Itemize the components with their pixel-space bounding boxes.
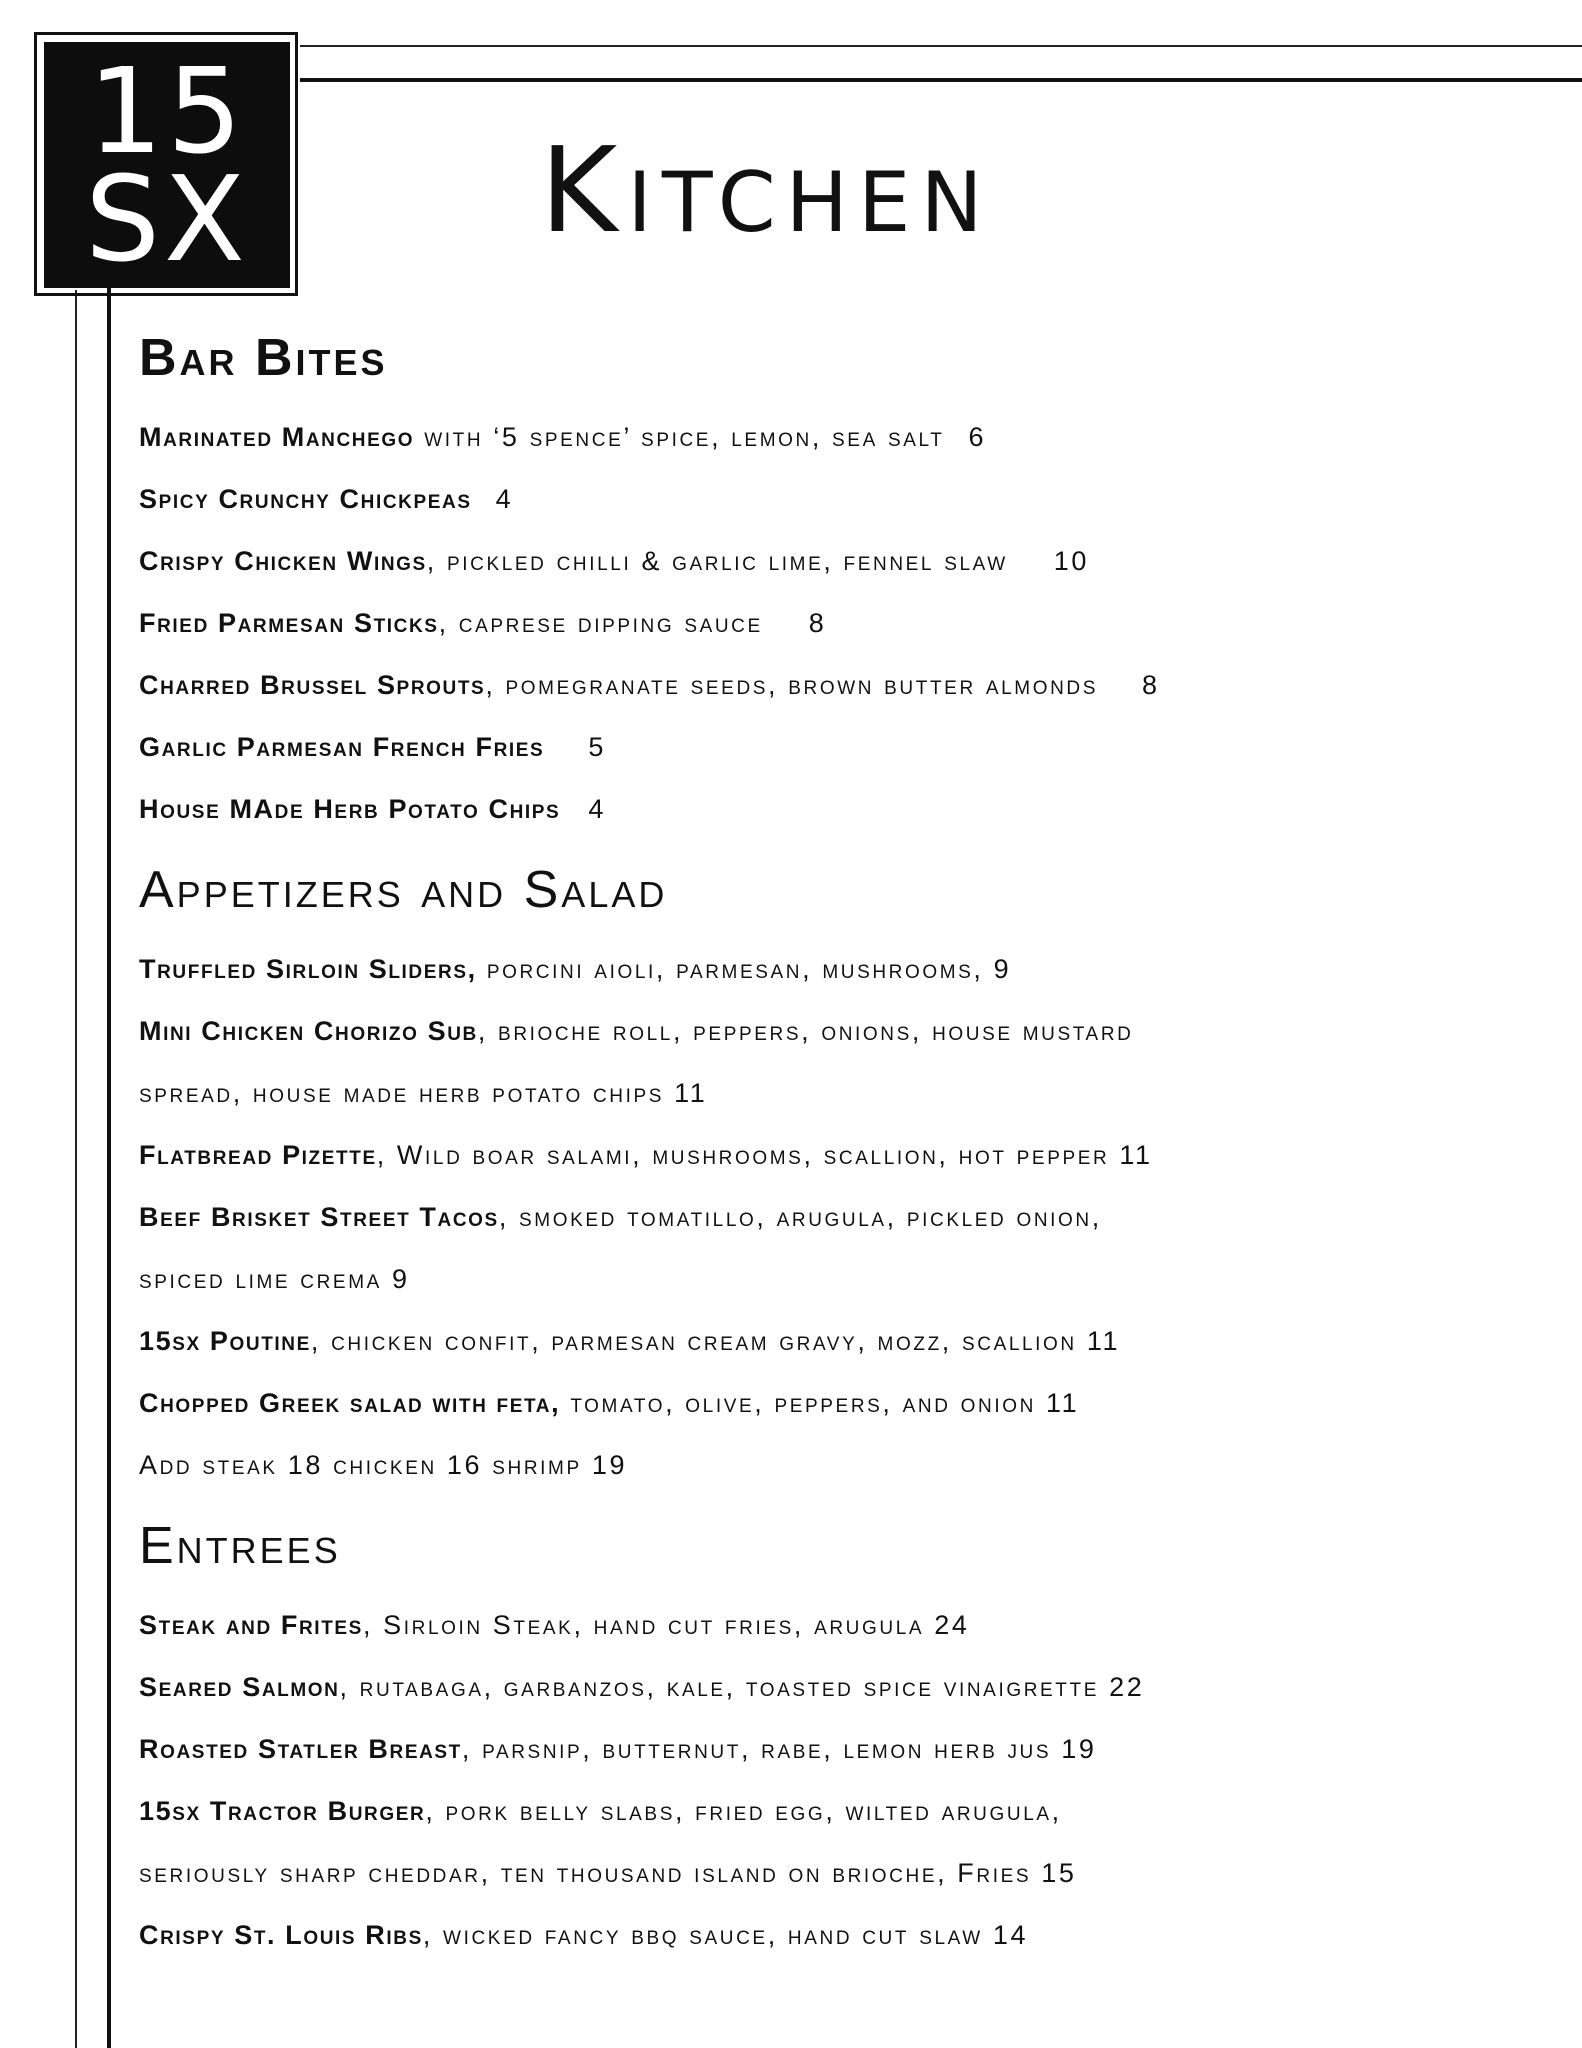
item-name: 15sx Poutine — [139, 1326, 311, 1356]
entrees-list — [139, 1594, 1559, 1966]
item-desc: , rutabaga, garbanzos, kale, toasted spice vinaigrette 22 — [339, 1672, 1145, 1702]
item-price: 4 — [495, 484, 514, 514]
top-thick-rule — [300, 78, 1582, 82]
item-desc: tomato, olive, peppers, and onion 11 — [560, 1388, 1080, 1418]
item-price: 6 — [968, 422, 987, 452]
item-name: Steak and Frites — [139, 1610, 363, 1640]
menu-item — [139, 778, 1559, 840]
top-thin-rule — [300, 45, 1582, 47]
item-name: Truffled Sirloin Sliders, — [139, 954, 477, 984]
item-name: House MAde Herb Potato Chips — [139, 794, 561, 824]
menu-line — [139, 1310, 1559, 1372]
item-desc: spread, house made herb potato chips 11 — [139, 1078, 708, 1108]
menu-item — [139, 592, 1559, 654]
item-price: 8 — [1142, 670, 1160, 700]
item-desc: , smoked tomatillo, arugula, pickled onion, — [498, 1202, 1102, 1232]
menu-item — [139, 530, 1559, 592]
menu-line — [139, 1594, 1559, 1656]
item-name: Marinated Manchego — [139, 422, 415, 452]
menu-line — [139, 1718, 1559, 1780]
menu-line — [139, 1124, 1559, 1186]
menu-item — [139, 468, 1559, 530]
item-name: Spicy Crunchy Chickpeas — [139, 484, 472, 514]
item-desc: , brioche roll, peppers, onions, house mustard — [477, 1016, 1134, 1046]
item-name: Flatbread Pizette — [139, 1140, 377, 1170]
item-desc: , Sirloin Steak, hand cut fries, arugula 24 — [362, 1610, 970, 1640]
bar-bites-list — [139, 406, 1559, 840]
menu — [139, 320, 1559, 1966]
item-desc: Add steak 18 chicken 16 shrimp 19 — [139, 1450, 628, 1480]
left-thin-rule — [75, 290, 77, 2048]
item-desc: , parsnip, butternut, rabe, lemon herb jus 19 — [461, 1734, 1097, 1764]
item-desc: , wicked fancy bbq sauce, hand cut slaw 14 — [422, 1920, 1029, 1950]
item-name: 15sx Tractor Burger — [139, 1796, 426, 1826]
menu-line — [139, 938, 1559, 1000]
item-price: 8 — [808, 608, 827, 638]
item-desc: porcini aioli, parmesan, mushrooms, 9 — [476, 954, 1012, 984]
menu-line — [139, 1842, 1559, 1904]
section-title-appetizers: Appetizers and Salad — [139, 861, 668, 919]
item-desc: , chicken confit, parmesan cream gravy, mozz, scallion 11 — [310, 1326, 1121, 1356]
page-title: Kitchen — [540, 121, 993, 259]
menu-line — [139, 1434, 1559, 1496]
left-thick-rule — [107, 270, 111, 2048]
item-name: Crispy St. Louis Ribs — [139, 1920, 423, 1950]
item-name: Crispy Chicken Wings — [139, 546, 427, 576]
section-title-bar-bites: Bar Bites — [139, 329, 388, 387]
menu-line — [139, 1186, 1559, 1248]
item-name: Chopped Greek salad with feta, — [139, 1388, 561, 1418]
item-desc: seriously sharp cheddar, ten thousand island on brioche, Fries 15 — [139, 1858, 1077, 1888]
menu-line — [139, 1780, 1559, 1842]
logo — [44, 42, 290, 288]
item-name: Seared Salmon — [139, 1672, 340, 1702]
item-name: Roasted Statler Breast — [139, 1734, 462, 1764]
item-price: 5 — [588, 732, 606, 762]
section-title-entrees: Entrees — [139, 1517, 341, 1575]
menu-line — [139, 1904, 1559, 1966]
item-name: Beef Brisket Street Tacos — [139, 1202, 499, 1232]
item-desc: , pork belly slabs, fried egg, wilted arugula, — [425, 1796, 1062, 1826]
menu-line — [139, 1372, 1559, 1434]
item-desc: with ‘5 spence’ spice, lemon, sea salt — [414, 422, 945, 452]
item-price: 4 — [588, 794, 606, 824]
appetizers-list — [139, 938, 1559, 1496]
menu-line — [139, 1656, 1559, 1718]
item-name: Mini Chicken Chorizo Sub — [139, 1016, 478, 1046]
menu-item — [139, 406, 1559, 468]
item-desc: , caprese dipping sauce — [438, 608, 763, 638]
menu-line — [139, 1000, 1559, 1062]
item-price: 10 — [1053, 546, 1089, 576]
item-name: Charred Brussel Sprouts — [139, 670, 486, 700]
menu-item — [139, 654, 1559, 716]
menu-line — [139, 1062, 1559, 1124]
item-desc: , pickled chilli & garlic lime, fennel slaw — [426, 546, 1008, 576]
item-name: Fried Parmesan Sticks — [139, 608, 439, 638]
logo-line-2: SX — [85, 150, 249, 288]
item-desc: , Wild boar salami, mushrooms, scallion, hot pepper 11 — [376, 1140, 1153, 1170]
item-name: Garlic Parmesan French Fries — [139, 732, 545, 762]
menu-line — [139, 1248, 1559, 1310]
item-desc: , pomegranate seeds, brown butter almonds — [485, 670, 1099, 700]
item-desc: spiced lime crema 9 — [139, 1264, 410, 1294]
logo-line-1: 15 — [87, 42, 247, 180]
menu-item — [139, 716, 1559, 778]
